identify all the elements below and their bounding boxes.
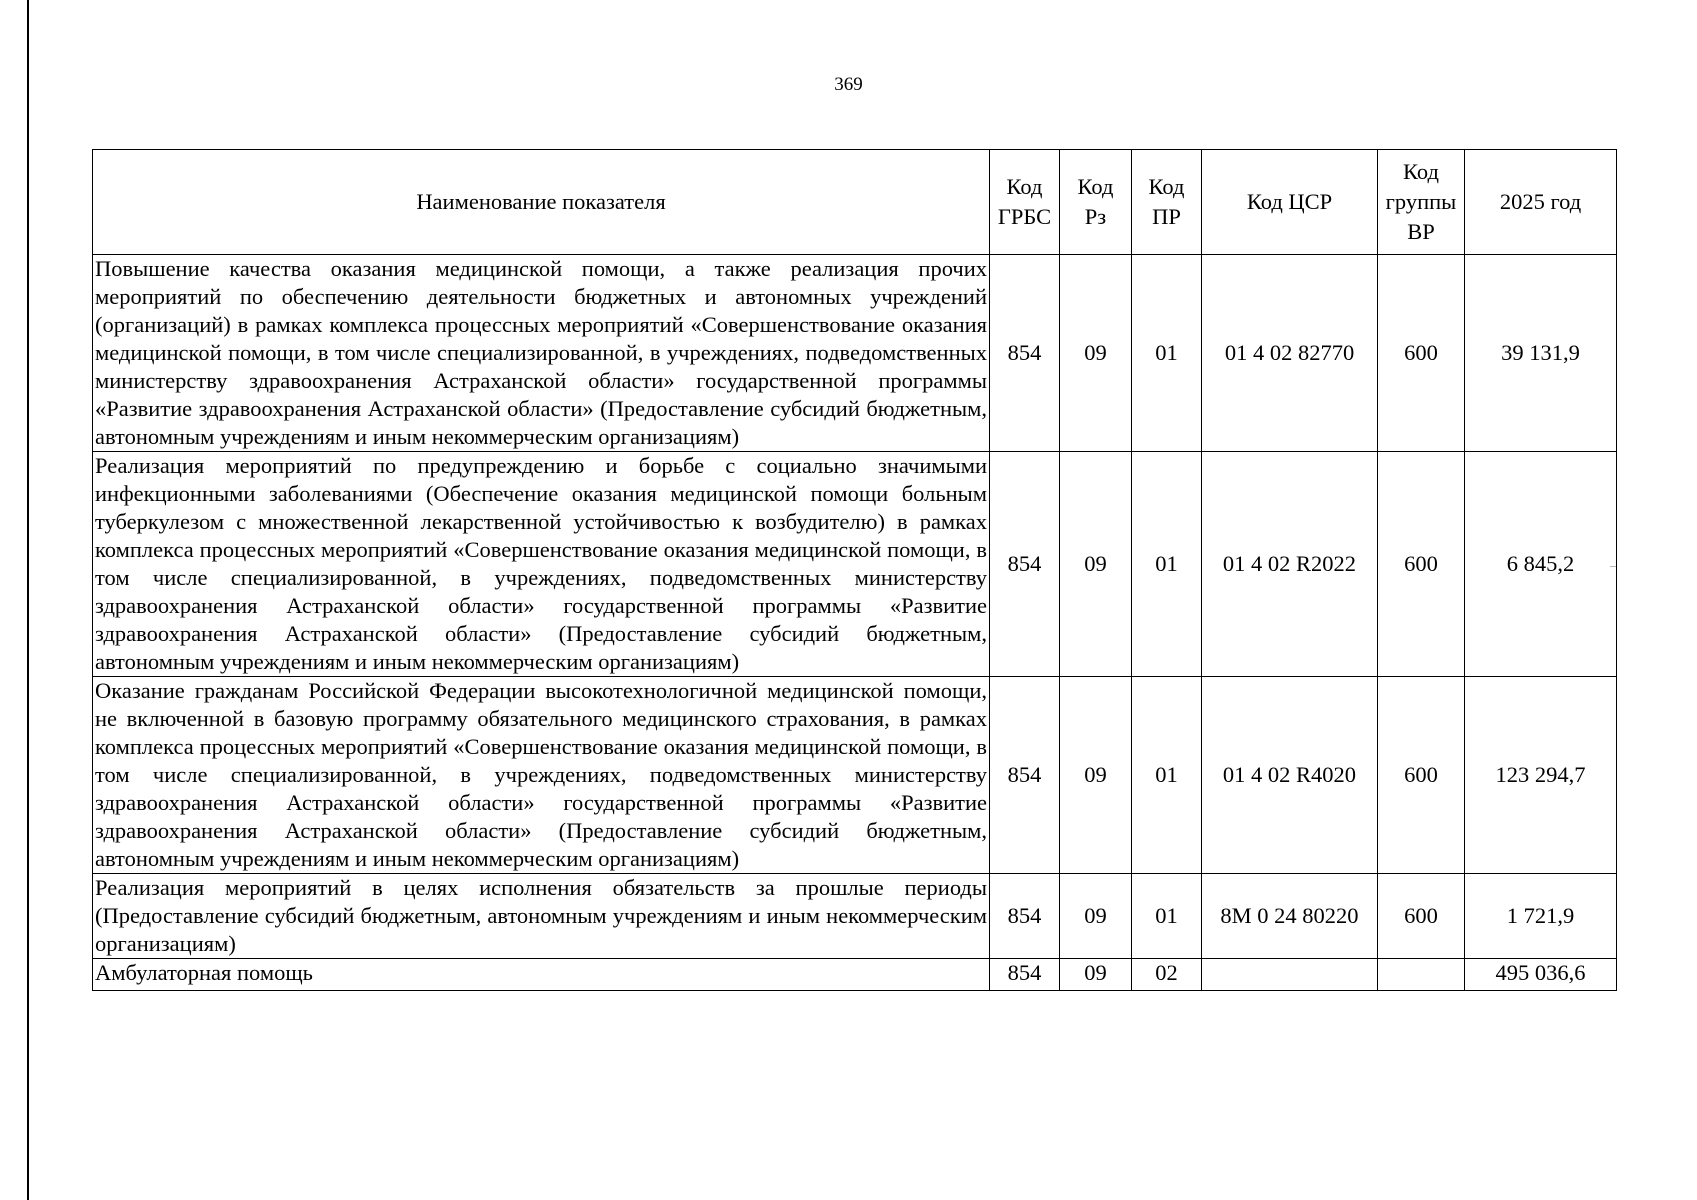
row-pr: 01 (1132, 874, 1202, 959)
table-row (93, 255, 1617, 452)
row-amount: 123 294,7 (1465, 677, 1617, 874)
budget-table (92, 149, 1617, 991)
table-row (93, 874, 1617, 959)
header-csr: Код ЦСР (1202, 150, 1378, 255)
header-rz: Код Рз (1060, 150, 1132, 255)
row-vr: 600 (1378, 255, 1465, 452)
row-csr: 01 4 02 R4020 (1202, 677, 1378, 874)
header-pr: Код ПР (1132, 150, 1202, 255)
row-vr: 600 (1378, 874, 1465, 959)
row-pr: 01 (1132, 452, 1202, 677)
row-vr (1378, 959, 1465, 991)
row-grbs: 854 (990, 874, 1060, 959)
row-grbs: 854 (990, 959, 1060, 991)
header-name: Наименование показателя (93, 150, 990, 255)
row-csr: 01 4 02 82770 (1202, 255, 1378, 452)
row-csr (1202, 959, 1378, 991)
row-name: Повышение качества оказания медицинской помощи, а также реализация прочих мероприятий по обеспечению деятельности бюджетных и автономных учреждений (организаций) в рамках комплекса процессных мероприятий «Совершенствование оказания медицинской помощи, в том числе специализированной, в учреждениях, подведомственных министерству здравоохранения Астраханской области» государственной программы «Развитие здравоохранения Астраханской области» (Предоставление субсидий бюджетным, автономным учреждениям и иным некоммерческим организациям) (93, 255, 990, 452)
row-rz: 09 (1060, 959, 1132, 991)
header-year: 2025 год (1465, 150, 1617, 255)
row-vr: 600 (1378, 452, 1465, 677)
row-amount: 6 845,2 (1465, 452, 1617, 677)
row-pr: 01 (1132, 255, 1202, 452)
row-rz: 09 (1060, 452, 1132, 677)
page-number: 369 (834, 74, 863, 95)
row-vr: 600 (1378, 677, 1465, 874)
table-header-row (93, 150, 1617, 255)
row-name: Амбулаторная помощь (93, 959, 990, 991)
row-amount: 1 721,9 (1465, 874, 1617, 959)
table-row (93, 677, 1617, 874)
row-grbs: 854 (990, 452, 1060, 677)
row-name: Реализация мероприятий по предупреждению и борьбе с социально значимыми инфекционными заболеваниями (Обеспечение оказания медицинской помощи больным туберкулезом с множественной лекарственной устойчивостью к возбудителю) в рамках комплекса процессных мероприятий «Совершенствование оказания медицинской помощи, в том числе специализированной, в учреждениях, подведомственных министерству здравоохранения Астраханской области» государственной программы «Развитие здравоохранения Астраханской области» (Предоставление субсидий бюджетным, автономным учреждениям и иным некоммерческим организациям) (93, 452, 990, 677)
row-amount: 495 036,6 (1465, 959, 1617, 991)
row-grbs: 854 (990, 255, 1060, 452)
row-csr: 01 4 02 R2022 (1202, 452, 1378, 677)
header-vr: Код группы ВР (1378, 150, 1465, 255)
row-csr: 8М 0 24 80220 (1202, 874, 1378, 959)
row-rz: 09 (1060, 677, 1132, 874)
row-name: Реализация мероприятий в целях исполнения обязательств за прошлые периоды (Предоставление субсидий бюджетным, автономным учреждениям и иным некоммерческим организациям) (93, 874, 990, 959)
header-grbs: Код ГРБС (990, 150, 1060, 255)
row-rz: 09 (1060, 255, 1132, 452)
row-rz: 09 (1060, 874, 1132, 959)
table-row-subtotal (93, 959, 1617, 991)
row-grbs: 854 (990, 677, 1060, 874)
row-name: Оказание гражданам Российской Федерации высокотехнологичной медицинской помощи, не включенной в базовую программу обязательного медицинского страхования, в рамках комплекса процессных мероприятий «Совершенствование оказания медицинской помощи, в том числе специализированной, в учреждениях, подведомственных министерству здравоохранения Астраханской области» государственной программы «Развитие здравоохранения Астраханской области» (Предоставление субсидий бюджетным, автономным учреждениям и иным некоммерческим организациям) (93, 677, 990, 874)
row-pr: 02 (1132, 959, 1202, 991)
row-pr: 01 (1132, 677, 1202, 874)
table-row (93, 452, 1617, 677)
binding-margin-line (27, 0, 29, 1200)
row-amount: 39 131,9 (1465, 255, 1617, 452)
